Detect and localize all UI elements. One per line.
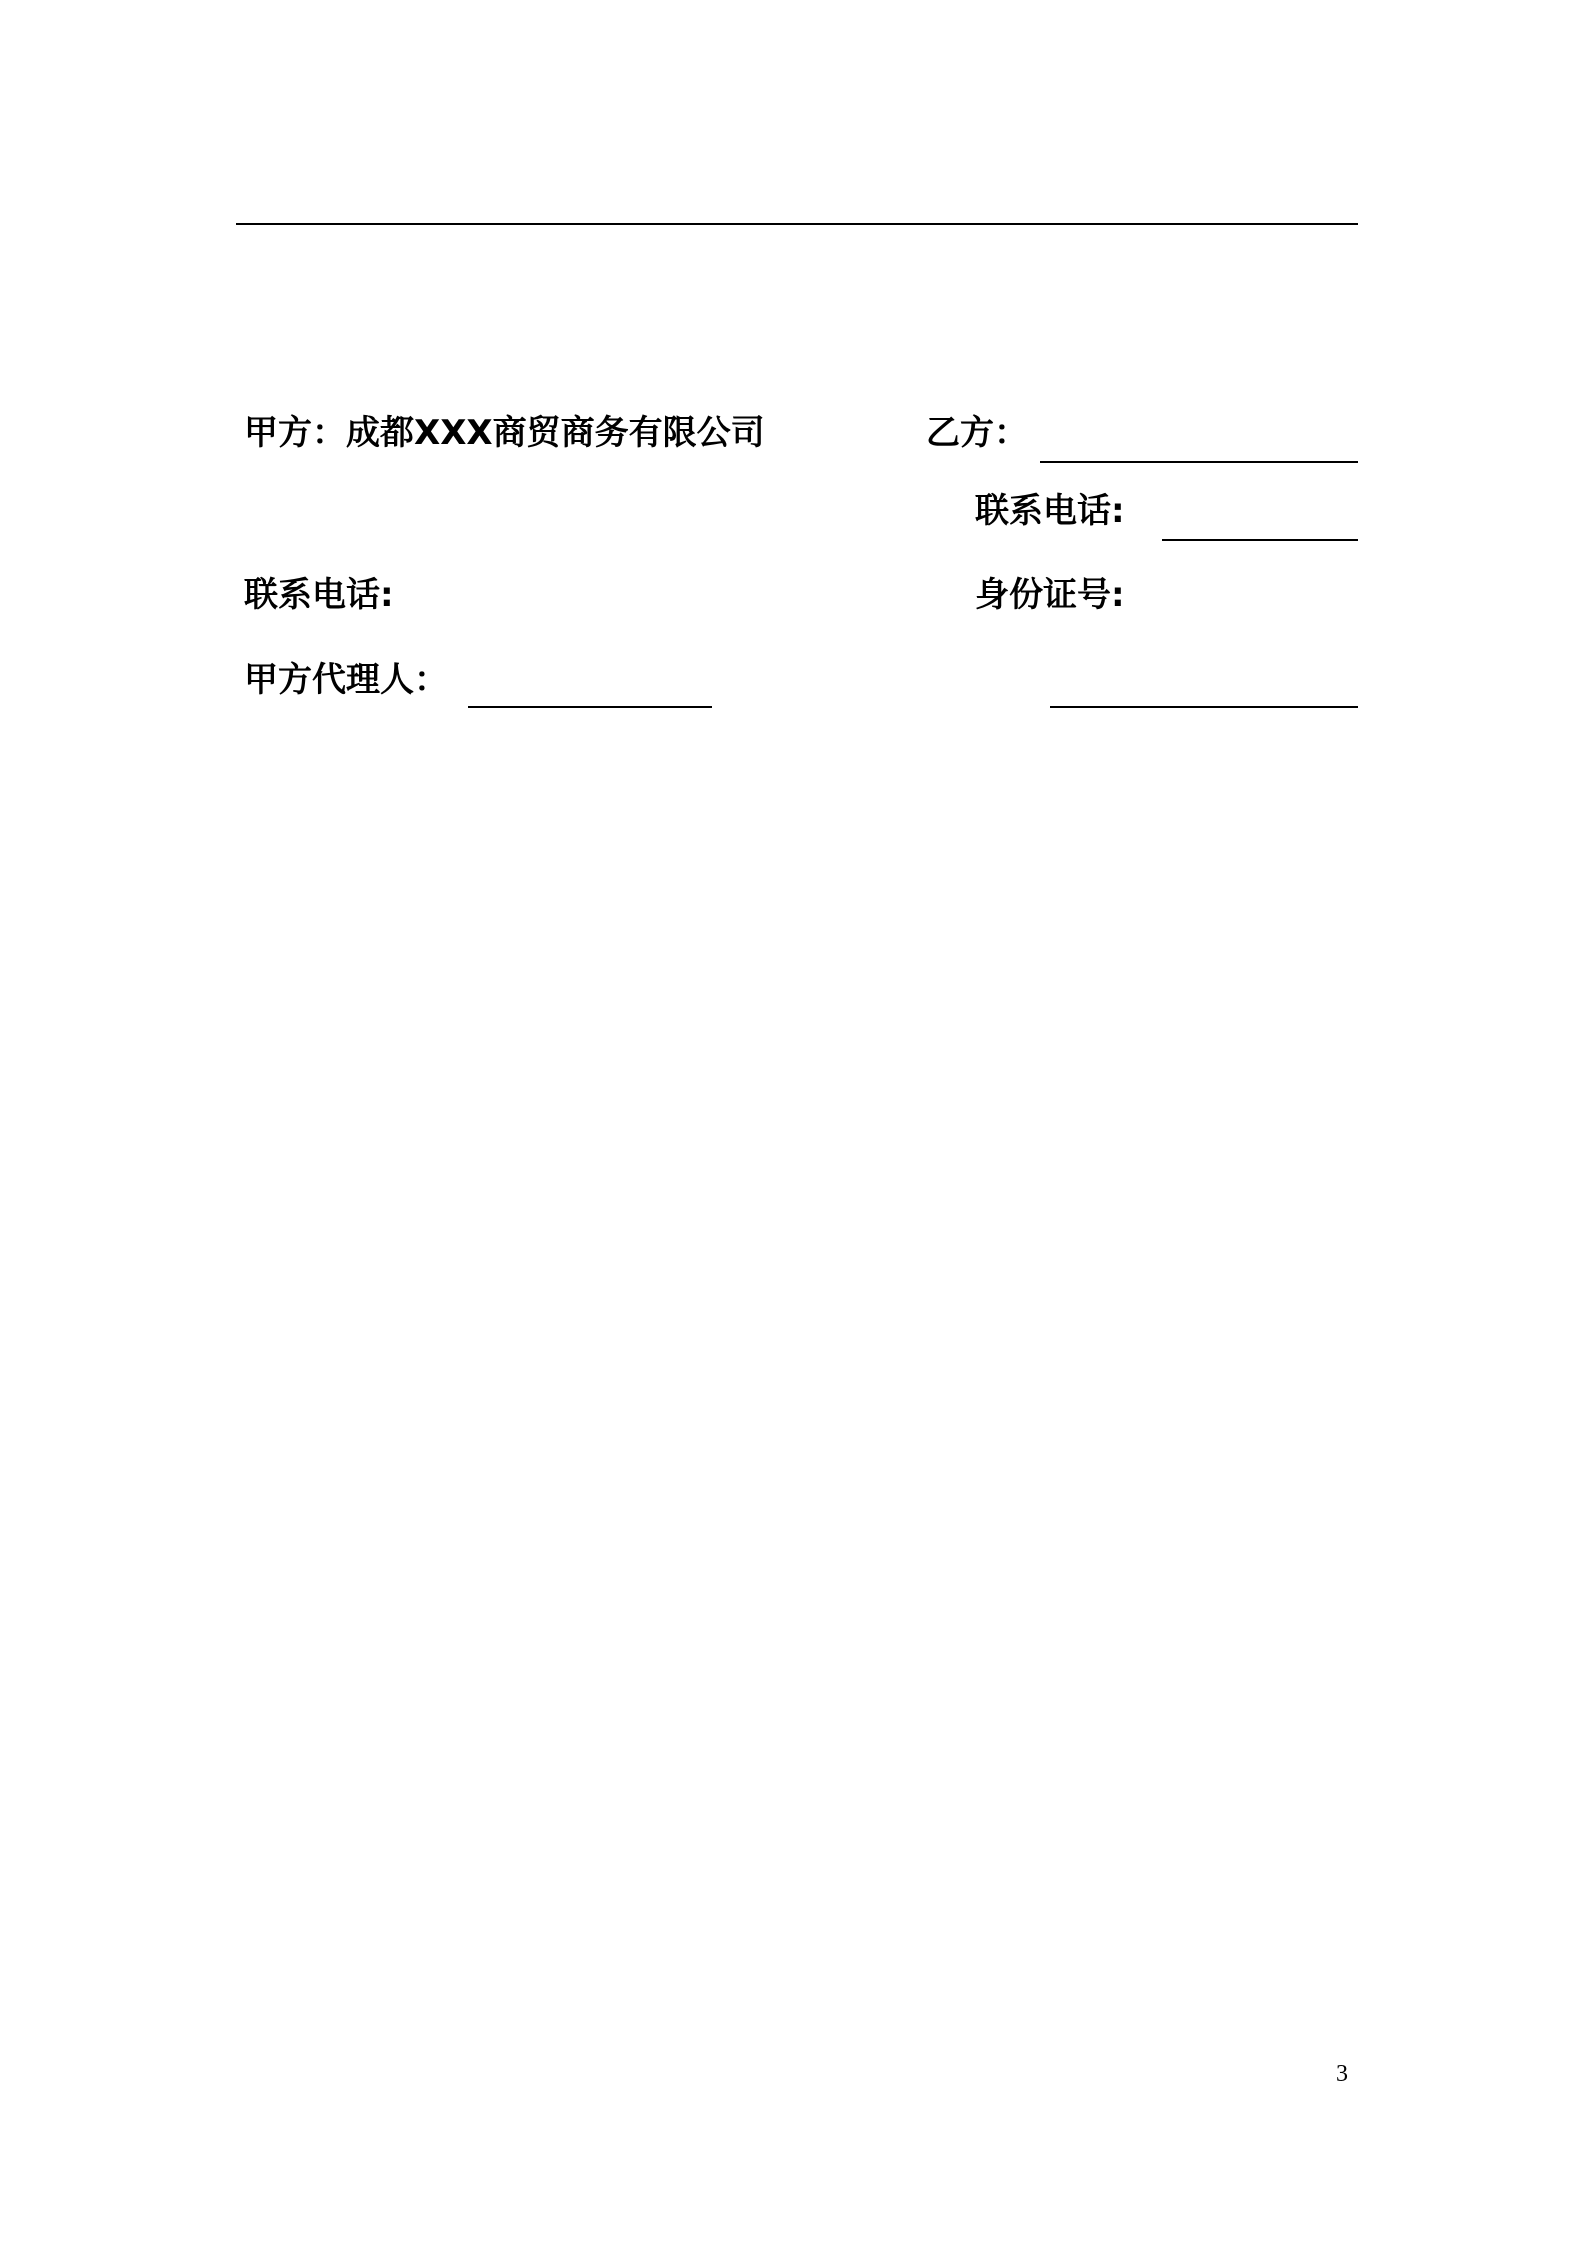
party-a-line bbox=[244, 412, 765, 454]
party-b-id-label: 身份证号: bbox=[975, 575, 1125, 615]
header-rule bbox=[236, 223, 1358, 225]
party-a-agent-line[interactable] bbox=[468, 706, 712, 708]
party-a-company: 成都XXX商贸商务有限公司 bbox=[346, 413, 765, 453]
party-a-agent-label: 甲方代理人： bbox=[244, 660, 448, 700]
party-b-phone-line[interactable] bbox=[1162, 539, 1358, 541]
party-b-id-line[interactable] bbox=[1050, 706, 1358, 708]
party-b-signature-line[interactable] bbox=[1040, 461, 1358, 463]
page-number: 3 bbox=[1336, 2061, 1348, 2087]
party-a-phone-label: 联系电话: bbox=[244, 575, 394, 615]
party-b-phone-label: 联系电话: bbox=[975, 491, 1125, 531]
party-b-label: 乙方： bbox=[926, 413, 1028, 453]
party-a-label: 甲方： bbox=[244, 413, 346, 453]
